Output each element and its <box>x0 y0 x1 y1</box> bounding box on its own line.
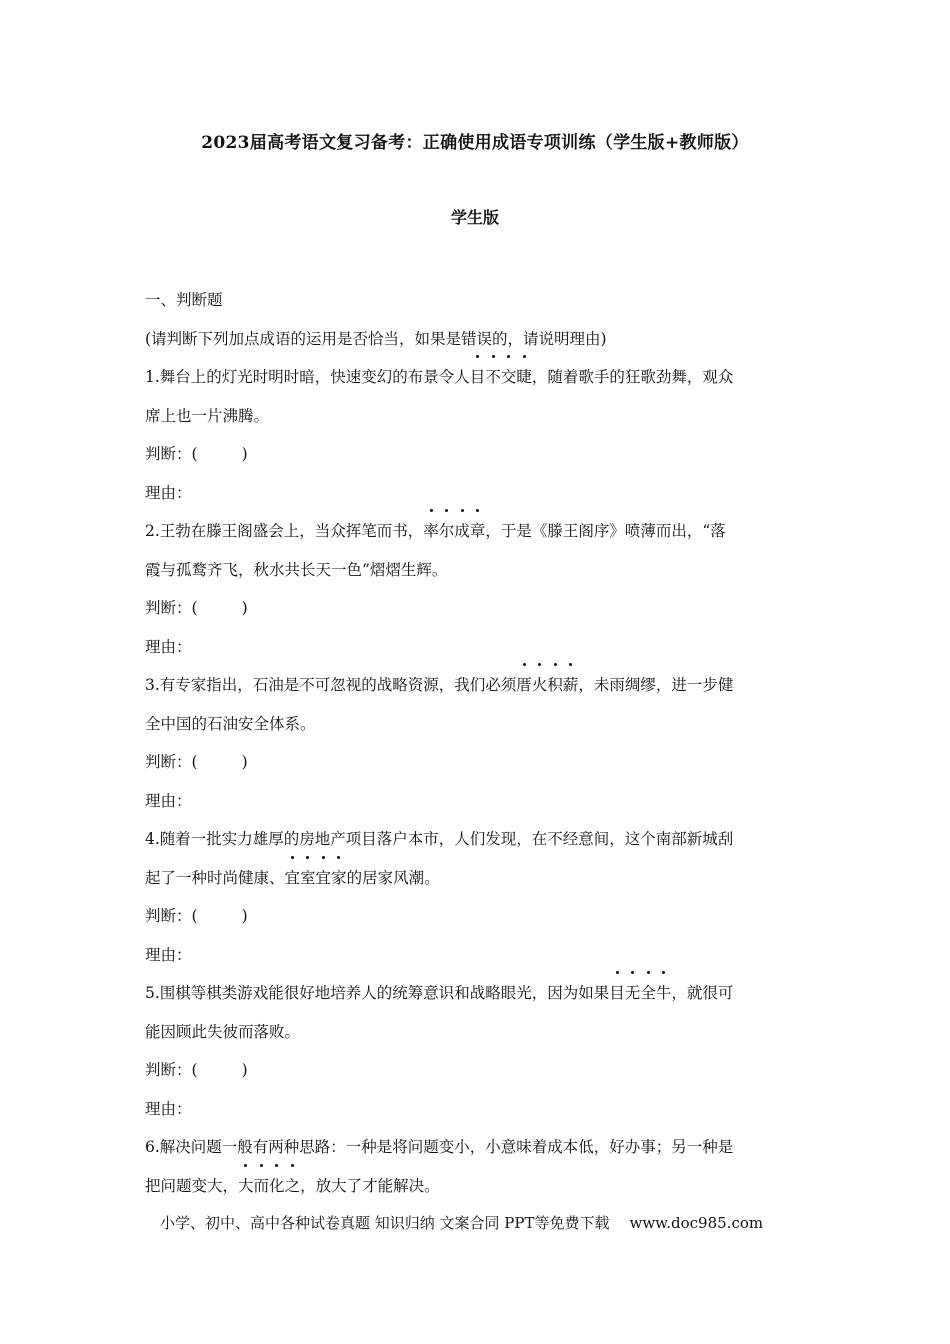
document-subtitle: 学生版 <box>450 208 499 227</box>
page-footer <box>160 1212 860 1233</box>
idiom-char: 目 <box>609 974 625 1013</box>
judge-line <box>145 1051 807 1090</box>
idiom-char: 而 <box>254 1167 270 1206</box>
question-text: 3.有专家指出，石油是不可忽视的战略资源，我们必须 <box>145 676 517 694</box>
idiom-char: 厝 <box>516 666 532 705</box>
question-text: 的居家风潮。 <box>346 868 440 887</box>
judge-close: ) <box>241 445 248 463</box>
question-text: ，放大了才能解决。 <box>300 1176 440 1195</box>
judge-label: 判断：( <box>145 1061 198 1079</box>
dotted-idiom <box>423 522 485 540</box>
question-text: ，就很可 <box>671 984 734 1002</box>
judge-close: ) <box>241 599 248 617</box>
question-6-line-2 <box>145 1167 807 1206</box>
idiom-char: 火 <box>532 666 548 705</box>
idiom-char: 化 <box>269 1167 285 1206</box>
document-body <box>145 281 807 1205</box>
dotted-idiom <box>609 984 671 1002</box>
judge-label: 判断：( <box>145 445 198 463</box>
document-title: 2023届高考语文复习备考：正确使用成语专项训练（学生版+教师版） <box>201 133 749 153</box>
judge-close: ) <box>241 1061 248 1079</box>
idiom-char: 无 <box>625 974 641 1013</box>
idiom-char: 室 <box>300 859 316 898</box>
idiom-char: 章 <box>470 512 486 551</box>
reason-line: 理由： <box>145 1099 192 1118</box>
judge-line <box>145 435 807 474</box>
idiom-char: 大 <box>238 1167 254 1206</box>
judge-label: 判断：( <box>145 753 198 771</box>
judge-close: ) <box>241 753 248 771</box>
question-text: 把问题变大， <box>145 1176 239 1195</box>
question-text: ，于是《滕王阁序》喷薄而出，“落 <box>485 522 726 540</box>
question-1-line-2: 席上也一片沸腾。 <box>145 406 270 425</box>
question-text: 1.舞台上的灯光时明时暗，快速变幻的布景令人 <box>145 368 470 386</box>
idiom-char: 目 <box>470 358 486 397</box>
idiom-char: 成 <box>454 512 470 551</box>
idiom-char: 之 <box>285 1167 301 1206</box>
idiom-char: 不 <box>485 358 501 397</box>
reason-line: 理由： <box>145 483 192 502</box>
idiom-char: 牛 <box>656 974 672 1013</box>
reason-line: 理由： <box>145 945 192 964</box>
question-5-line-2: 能因顾此失彼而落败。 <box>145 1022 301 1041</box>
reason-line: 理由： <box>145 791 192 810</box>
question-2-line-2: 霞与孤鹜齐飞，秋水共长天一色”熠熠生辉。 <box>145 560 448 579</box>
dotted-idiom <box>516 676 578 694</box>
question-6-line-1: 6.解决问题一般有两种思路：一种是将问题变小，小意味着成本低，好办事；另一种是 <box>145 1138 734 1156</box>
footer-site: www.doc985.com <box>629 1214 764 1232</box>
idiom-char: 率 <box>423 512 439 551</box>
question-2-line-1 <box>145 512 807 551</box>
question-text: ，未雨绸缪，进一步健 <box>578 676 734 694</box>
reason-line: 理由： <box>145 637 192 656</box>
question-text: 2.王勃在滕王阁盛会上，当众挥笔而书， <box>145 522 424 540</box>
idiom-char: 薪 <box>563 666 579 705</box>
judge-line <box>145 897 807 936</box>
idiom-char: 尔 <box>439 512 455 551</box>
idiom-char: 宜 <box>285 859 301 898</box>
question-text: 起了一种时尚健康、 <box>145 868 285 887</box>
section-heading: 一、判断题 <box>145 291 223 309</box>
footer-text: 小学、初中、高中各种试卷真题 知识归纳 文案合同 PPT等免费下载 <box>160 1214 610 1232</box>
judge-close: ) <box>241 907 248 925</box>
idiom-char: 宜 <box>316 859 332 898</box>
instruction-text: (请判断下列加点成语的运用是否恰当，如果是错误的，请说明理由) <box>145 329 607 348</box>
idiom-char: 全 <box>640 974 656 1013</box>
idiom-char: 睫 <box>516 358 532 397</box>
judge-line <box>145 743 807 782</box>
idiom-char: 交 <box>501 358 517 397</box>
judge-line <box>145 589 807 628</box>
question-text: 5.围棋等棋类游戏能很好地培养人的统筹意识和战略眼光，因为如果 <box>145 984 610 1002</box>
judge-label: 判断：( <box>145 599 198 617</box>
idiom-char: 积 <box>547 666 563 705</box>
question-3-line-1 <box>145 666 807 705</box>
idiom-char: 家 <box>331 859 347 898</box>
dotted-idiom <box>285 869 347 887</box>
judge-label: 判断：( <box>145 907 198 925</box>
question-1-line-1 <box>145 358 807 397</box>
question-3-line-2: 全中国的石油安全体系。 <box>145 714 316 733</box>
question-4-line-2 <box>145 859 807 898</box>
question-5-line-1 <box>145 974 807 1013</box>
question-text: ，随着歌手的狂歌劲舞，观众 <box>531 368 734 386</box>
dotted-idiom <box>238 1177 300 1195</box>
question-4-line-1: 4.随着一批实力雄厚的房地产项目落户本市，人们发现，在不经意间，这个南部新城刮 <box>145 830 734 848</box>
dotted-idiom <box>470 368 532 386</box>
